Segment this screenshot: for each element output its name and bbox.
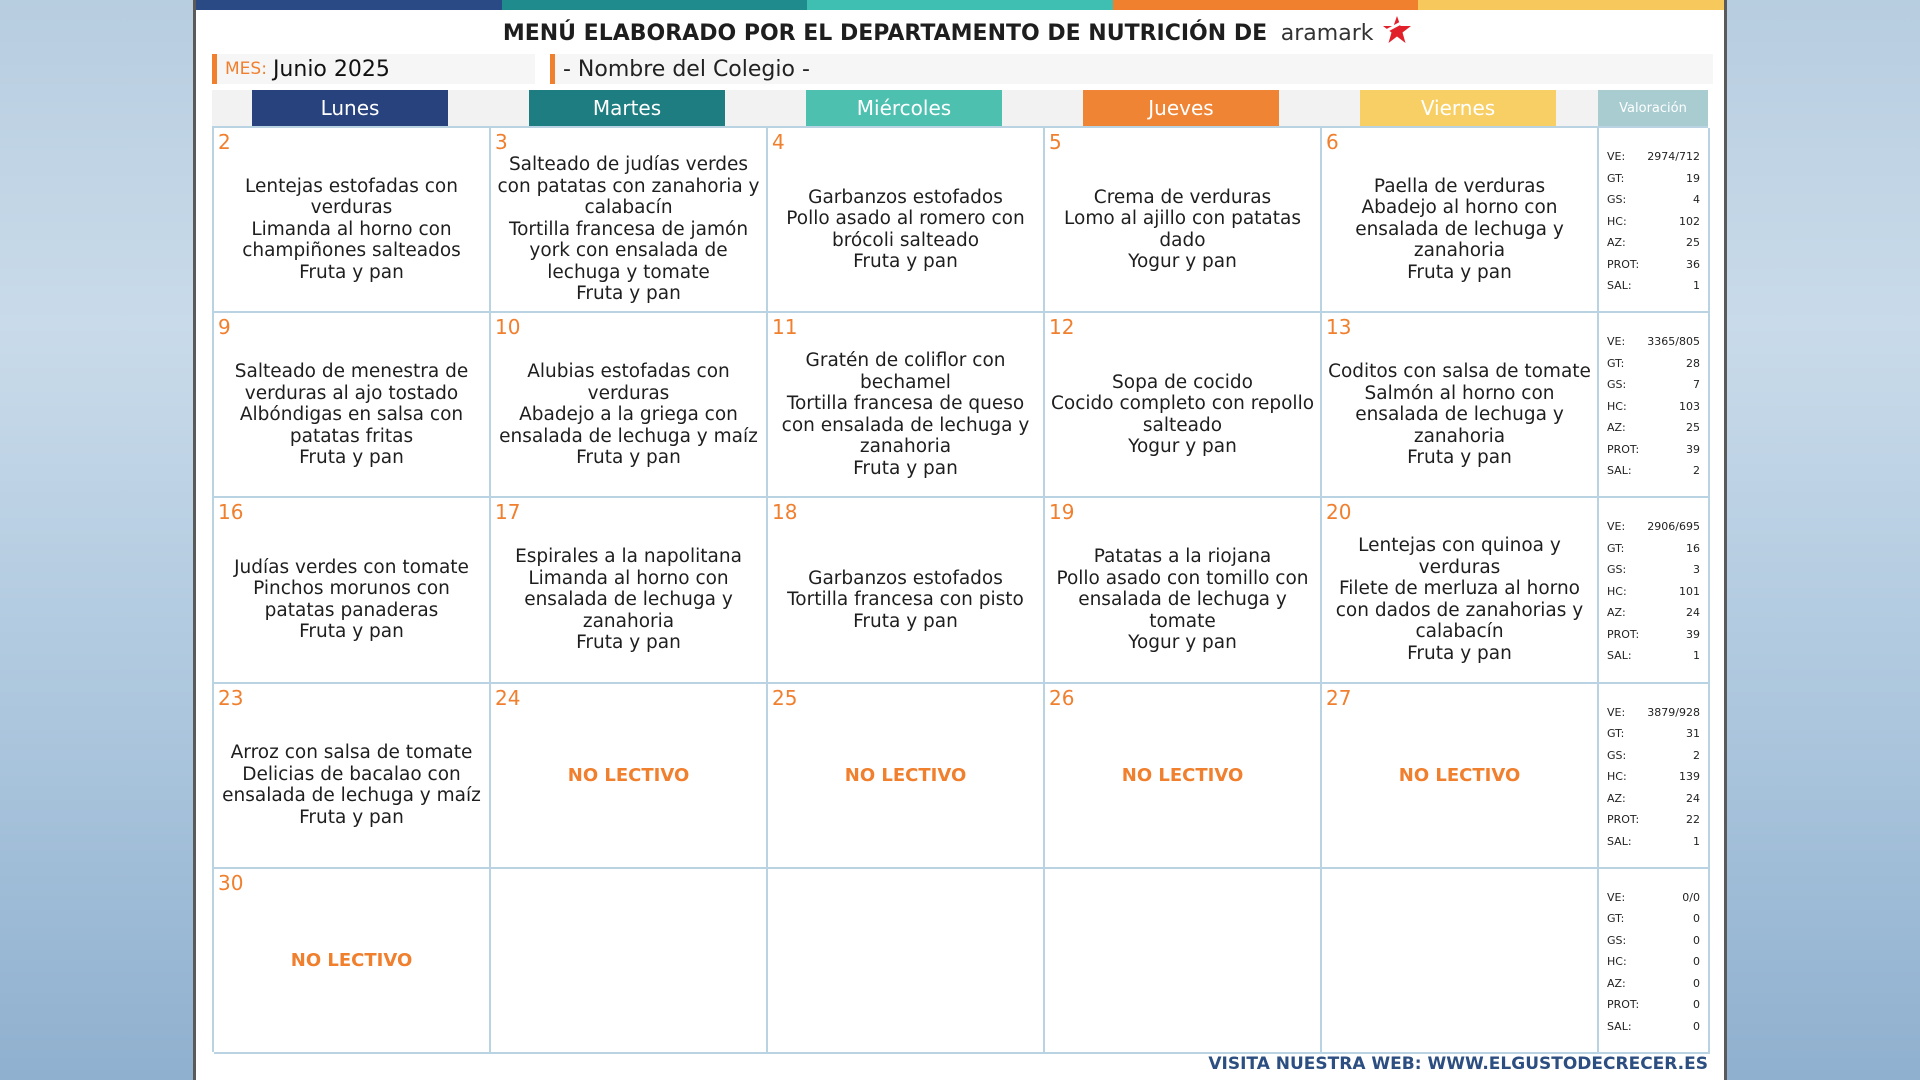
day-number: 25 bbox=[772, 685, 798, 710]
dish: Fruta y pan bbox=[299, 806, 404, 828]
nutrition-row bbox=[1607, 516, 1700, 538]
day-menu bbox=[1047, 337, 1318, 492]
color-bar-segment bbox=[807, 0, 1113, 10]
day-cell bbox=[768, 684, 1045, 869]
day-cell bbox=[1045, 684, 1322, 869]
nutrition-key: GS: bbox=[1607, 748, 1627, 762]
nutrition-key: VE: bbox=[1607, 705, 1626, 719]
nutrition-key: VE: bbox=[1607, 335, 1626, 349]
nutrition-value: 31 bbox=[1686, 727, 1700, 741]
no-lectivo-label: NO LECTIVO bbox=[1398, 764, 1521, 786]
day-number: 30 bbox=[218, 870, 244, 895]
nutrition-key: PROT: bbox=[1607, 627, 1640, 641]
nutrition-value: 0 bbox=[1693, 912, 1700, 926]
nutrition-value: 28 bbox=[1686, 356, 1700, 370]
day-number: 27 bbox=[1326, 685, 1352, 710]
nutrition-key: AZ: bbox=[1607, 421, 1626, 435]
day-menu bbox=[216, 337, 487, 492]
nutrition-value: 16 bbox=[1686, 541, 1700, 555]
nutrition-value: 39 bbox=[1686, 627, 1700, 641]
day-menu bbox=[216, 522, 487, 677]
dish: Limanda al horno con champiñones salteados bbox=[242, 218, 461, 262]
day-number: 10 bbox=[495, 315, 521, 340]
day-cell bbox=[491, 498, 768, 683]
dish: Judías verdes con tomate bbox=[234, 556, 469, 578]
dish: Garbanzos estofados bbox=[808, 567, 1003, 589]
nutrition-key: SAL: bbox=[1607, 464, 1632, 478]
dish: Patatas a la riojana bbox=[1093, 546, 1272, 568]
nutrition-value: 22 bbox=[1686, 813, 1700, 827]
title-text: MENÚ ELABORADO POR EL DEPARTAMENTO DE NUTRICIÓN DE bbox=[502, 21, 1268, 46]
nutrition-row bbox=[1607, 766, 1700, 788]
page-title bbox=[196, 14, 1724, 54]
nutrition-row bbox=[1607, 809, 1700, 831]
day-cell bbox=[491, 128, 768, 313]
day-cell bbox=[1045, 498, 1322, 683]
nutrition-summary bbox=[1599, 128, 1710, 313]
nutrition-value: 25 bbox=[1686, 421, 1700, 435]
nutrition-key: AZ: bbox=[1607, 791, 1626, 805]
nutrition-value: 3365/805 bbox=[1647, 335, 1700, 349]
day-number: 26 bbox=[1049, 685, 1075, 710]
weekday-header-lunes: Lunes bbox=[252, 90, 448, 126]
nutrition-row bbox=[1607, 211, 1700, 233]
nutrition-value: 0/0 bbox=[1682, 890, 1700, 904]
nutrition-row bbox=[1607, 581, 1700, 603]
valoracion-header: Valoración bbox=[1598, 90, 1708, 126]
nutrition-value: 2 bbox=[1693, 748, 1700, 762]
dish: Cocido completo con repollo salteado bbox=[1050, 393, 1315, 436]
day-menu bbox=[1324, 337, 1595, 492]
day-cell bbox=[1045, 869, 1322, 1054]
nutrition-row bbox=[1607, 723, 1700, 745]
nutrition-row bbox=[1607, 146, 1700, 168]
nutrition-row bbox=[1607, 439, 1700, 461]
nutrition-row bbox=[1607, 645, 1700, 667]
day-cell bbox=[214, 313, 491, 498]
day-cell bbox=[768, 128, 1045, 313]
nutrition-row bbox=[1607, 702, 1700, 724]
dish: Salmón al horno con ensalada de lechuga y zanahoria bbox=[1355, 382, 1564, 447]
nutrition-summary bbox=[1599, 869, 1710, 1054]
day-number: 24 bbox=[495, 685, 521, 710]
dish: Gratén de coliflor con bechamel bbox=[805, 350, 1006, 393]
nutrition-row bbox=[1607, 331, 1700, 353]
nutrition-key: GT: bbox=[1607, 912, 1625, 926]
nutrition-key: AZ: bbox=[1607, 976, 1626, 990]
nutrition-row bbox=[1607, 624, 1700, 646]
school-name: - Nombre del Colegio - bbox=[563, 56, 810, 82]
day-menu bbox=[216, 708, 487, 863]
dish: Fruta y pan bbox=[853, 251, 958, 273]
nutrition-row bbox=[1607, 538, 1700, 560]
nutrition-value: 3 bbox=[1693, 563, 1700, 577]
day-number: 19 bbox=[1049, 500, 1075, 525]
nutrition-key: GT: bbox=[1607, 356, 1625, 370]
day-menu bbox=[493, 522, 764, 677]
dish: Garbanzos estofados bbox=[808, 186, 1003, 208]
nutrition-summary bbox=[1599, 684, 1710, 869]
day-cell bbox=[1322, 128, 1599, 313]
nutrition-key: PROT: bbox=[1607, 813, 1640, 827]
nutrition-row bbox=[1607, 189, 1700, 211]
day-number: 9 bbox=[218, 315, 231, 340]
nutrition-key: PROT: bbox=[1607, 998, 1640, 1012]
nutrition-row bbox=[1607, 396, 1700, 418]
nutrition-row bbox=[1607, 460, 1700, 482]
day-cell bbox=[214, 684, 491, 869]
day-menu bbox=[1047, 152, 1318, 307]
day-menu bbox=[770, 152, 1041, 307]
nutrition-key: PROT: bbox=[1607, 257, 1640, 271]
nutrition-key: PROT: bbox=[1607, 442, 1640, 456]
month-value: Junio 2025 bbox=[272, 56, 390, 82]
nutrition-value: 2974/712 bbox=[1647, 150, 1700, 163]
nutrition-value: 24 bbox=[1686, 791, 1700, 805]
day-number: 4 bbox=[772, 130, 785, 154]
menu-page bbox=[196, 0, 1724, 1080]
day-number: 2 bbox=[218, 130, 231, 154]
nutrition-value: 39 bbox=[1686, 442, 1700, 456]
nutrition-key: SAL: bbox=[1607, 279, 1632, 292]
nutrition-row bbox=[1607, 417, 1700, 439]
dish: Lentejas con quinoa y verduras bbox=[1358, 535, 1561, 578]
color-bar bbox=[196, 0, 1724, 10]
dish: Lomo al ajillo con patatas dado bbox=[1064, 208, 1301, 251]
nutrition-value: 139 bbox=[1679, 770, 1700, 784]
dish: Limanda al horno con ensalada de lechuga y zanahoria bbox=[524, 567, 733, 632]
nutrition-key: HC: bbox=[1607, 584, 1627, 598]
dish: Coditos con salsa de tomate bbox=[1328, 361, 1591, 383]
day-number: 23 bbox=[218, 685, 244, 710]
nutrition-key: AZ: bbox=[1607, 236, 1626, 249]
day-menu bbox=[1324, 522, 1595, 677]
dish: Yogur y pan bbox=[1128, 251, 1237, 273]
day-number: 3 bbox=[495, 130, 508, 154]
nutrition-value: 2 bbox=[1693, 464, 1700, 478]
nutrition-value: 0 bbox=[1693, 1019, 1700, 1033]
dish: Albóndigas en salsa con patatas fritas bbox=[239, 404, 464, 447]
day-cell bbox=[768, 498, 1045, 683]
nutrition-key: GT: bbox=[1607, 727, 1625, 741]
nutrition-value: 0 bbox=[1693, 976, 1700, 990]
menu-calendar-grid bbox=[212, 126, 1708, 1052]
nutrition-key: GT: bbox=[1607, 541, 1625, 555]
nutrition-value: 24 bbox=[1686, 606, 1700, 620]
dish: Lentejas estofadas con verduras bbox=[245, 175, 458, 219]
nutrition-key: GT: bbox=[1607, 171, 1625, 185]
day-cell bbox=[1322, 498, 1599, 683]
nutrition-value: 36 bbox=[1686, 257, 1700, 271]
nutrition-key: VE: bbox=[1607, 520, 1626, 534]
month-field bbox=[212, 54, 535, 84]
day-cell bbox=[214, 869, 491, 1054]
nutrition-key: SAL: bbox=[1607, 1019, 1632, 1033]
dish: Delicias de bacalao con ensalada de lechuga y maíz bbox=[222, 763, 481, 807]
nutrition-value: 102 bbox=[1679, 214, 1700, 228]
no-lectivo-label: NO LECTIVO bbox=[290, 949, 413, 971]
day-menu bbox=[1047, 522, 1318, 677]
nutrition-value: 0 bbox=[1693, 933, 1700, 947]
dish: Fruta y pan bbox=[1407, 261, 1512, 283]
nutrition-value: 19 bbox=[1686, 171, 1700, 185]
nutrition-value: 4 bbox=[1693, 193, 1700, 206]
nutrition-value: 101 bbox=[1679, 584, 1700, 598]
nutrition-row bbox=[1607, 745, 1700, 767]
day-cell bbox=[1045, 128, 1322, 313]
color-bar-segment bbox=[1418, 0, 1724, 10]
nutrition-row bbox=[1607, 168, 1700, 190]
day-menu bbox=[493, 152, 764, 307]
nutrition-key: GS: bbox=[1607, 563, 1627, 577]
nutrition-key: HC: bbox=[1607, 399, 1627, 413]
dish: Filete de merluza al horno con dados de zanahorias y calabacín bbox=[1335, 578, 1584, 643]
brand-name: aramark bbox=[1280, 21, 1374, 46]
nutrition-key: HC: bbox=[1607, 955, 1627, 969]
nutrition-summary bbox=[1599, 498, 1710, 683]
nutrition-row bbox=[1607, 559, 1700, 581]
day-cell bbox=[491, 684, 768, 869]
weekday-header-jueves: Jueves bbox=[1083, 90, 1279, 126]
nutrition-value: 2906/695 bbox=[1647, 520, 1700, 534]
day-cell bbox=[1045, 313, 1322, 498]
dish: Pollo asado con tomillo con ensalada de lechuga y tomate bbox=[1056, 567, 1309, 632]
nutrition-key: SAL: bbox=[1607, 834, 1632, 848]
dish: Crema de verduras bbox=[1093, 186, 1272, 208]
nutrition-key: GS: bbox=[1607, 378, 1627, 392]
nutrition-key: VE: bbox=[1607, 150, 1626, 163]
dish: Abadejo al horno con ensalada de lechuga y zanahoria bbox=[1355, 197, 1564, 262]
dish: Pollo asado al romero con brócoli salteado bbox=[786, 208, 1025, 251]
nutrition-value: 3879/928 bbox=[1647, 705, 1700, 719]
day-menu bbox=[1324, 152, 1595, 307]
nutrition-value: 25 bbox=[1686, 236, 1700, 249]
color-bar-segment bbox=[502, 0, 808, 10]
dish: Abadejo a la griega con ensalada de lechuga y maíz bbox=[499, 404, 758, 447]
dish: Fruta y pan bbox=[1407, 447, 1512, 469]
day-cell bbox=[214, 498, 491, 683]
nutrition-row bbox=[1607, 930, 1700, 952]
day-cell bbox=[1322, 313, 1599, 498]
day-number: 17 bbox=[495, 500, 521, 525]
dish: Fruta y pan bbox=[299, 447, 404, 469]
nutrition-key: GS: bbox=[1607, 193, 1627, 206]
nutrition-key: HC: bbox=[1607, 770, 1627, 784]
school-field bbox=[550, 54, 1713, 84]
dish: Salteado de judías verdes con patatas con zanahoria y calabacín bbox=[497, 154, 760, 219]
dish: Yogur y pan bbox=[1128, 632, 1237, 654]
month-label: MES: bbox=[225, 59, 267, 79]
website-footer[interactable]: VISITA NUESTRA WEB: WWW.ELGUSTODECRECER.ES bbox=[1208, 1054, 1708, 1074]
nutrition-row bbox=[1607, 951, 1700, 973]
day-number: 16 bbox=[218, 500, 244, 525]
color-bar-segment bbox=[1113, 0, 1419, 10]
nutrition-value: 0 bbox=[1693, 998, 1700, 1012]
day-menu bbox=[770, 337, 1041, 492]
nutrition-value: 1 bbox=[1693, 279, 1700, 292]
dish: Tortilla francesa de queso con ensalada de lechuga y zanahoria bbox=[781, 393, 1030, 458]
nutrition-row bbox=[1607, 254, 1700, 276]
aramark-star-icon bbox=[1377, 14, 1417, 54]
nutrition-value: 1 bbox=[1693, 834, 1700, 848]
nutrition-value: 103 bbox=[1679, 399, 1700, 413]
day-number: 11 bbox=[772, 315, 798, 340]
nutrition-key: GS: bbox=[1607, 933, 1627, 947]
nutrition-row bbox=[1607, 275, 1700, 297]
nutrition-row bbox=[1607, 973, 1700, 995]
day-number: 13 bbox=[1326, 315, 1352, 340]
day-number: 18 bbox=[772, 500, 798, 525]
nutrition-row bbox=[1607, 994, 1700, 1016]
no-lectivo-label: NO LECTIVO bbox=[844, 764, 967, 786]
dish: Fruta y pan bbox=[853, 457, 958, 479]
nutrition-value: 7 bbox=[1693, 378, 1700, 392]
weekday-header-miercoles: Miércoles bbox=[806, 90, 1002, 126]
dish: Tortilla francesa con pisto bbox=[787, 589, 1024, 611]
nutrition-row bbox=[1607, 374, 1700, 396]
day-menu bbox=[493, 337, 764, 492]
dish: Fruta y pan bbox=[299, 621, 404, 643]
nutrition-row bbox=[1607, 232, 1700, 254]
nutrition-row bbox=[1607, 788, 1700, 810]
dish: Yogur y pan bbox=[1128, 436, 1237, 458]
nutrition-row bbox=[1607, 908, 1700, 930]
day-number: 12 bbox=[1049, 315, 1075, 340]
nutrition-key: VE: bbox=[1607, 890, 1626, 904]
nutrition-key: HC: bbox=[1607, 214, 1627, 228]
dish: Sopa de cocido bbox=[1112, 371, 1253, 393]
nutrition-key: AZ: bbox=[1607, 606, 1626, 620]
day-cell bbox=[768, 869, 1045, 1054]
no-lectivo-label: NO LECTIVO bbox=[567, 764, 690, 786]
day-number: 5 bbox=[1049, 130, 1062, 154]
nutrition-row bbox=[1607, 887, 1700, 909]
day-cell bbox=[768, 313, 1045, 498]
dish: Arroz con salsa de tomate bbox=[230, 742, 473, 764]
day-menu bbox=[216, 152, 487, 307]
dish: Fruta y pan bbox=[576, 447, 681, 469]
nutrition-summary bbox=[1599, 313, 1710, 498]
dish: Fruta y pan bbox=[576, 283, 681, 305]
no-lectivo-label: NO LECTIVO bbox=[1121, 764, 1244, 786]
dish: Fruta y pan bbox=[853, 610, 958, 632]
dish: Fruta y pan bbox=[1407, 642, 1512, 664]
dish: Tortilla francesa de jamón york con ensalada de lechuga y tomate bbox=[508, 218, 749, 283]
day-number: 20 bbox=[1326, 500, 1352, 525]
dish: Salteado de menestra de verduras al ajo tostado bbox=[234, 361, 469, 404]
nutrition-row bbox=[1607, 1016, 1700, 1038]
color-bar-segment bbox=[196, 0, 502, 10]
nutrition-key: SAL: bbox=[1607, 649, 1632, 663]
weekday-header-row bbox=[212, 90, 1708, 126]
day-menu bbox=[770, 522, 1041, 677]
dish: Paella de verduras bbox=[1373, 175, 1546, 197]
nutrition-row bbox=[1607, 353, 1700, 375]
day-cell bbox=[1322, 869, 1599, 1054]
dish: Pinchos morunos con patatas panaderas bbox=[253, 578, 450, 621]
weekday-header-viernes: Viernes bbox=[1360, 90, 1556, 126]
dish: Espirales a la napolitana bbox=[515, 546, 742, 568]
day-cell bbox=[491, 313, 768, 498]
dish: Alubias estofadas con verduras bbox=[527, 361, 730, 404]
day-cell bbox=[214, 128, 491, 313]
nutrition-row bbox=[1607, 831, 1700, 853]
nutrition-value: 1 bbox=[1693, 649, 1700, 663]
day-number: 6 bbox=[1326, 130, 1339, 154]
nutrition-value: 0 bbox=[1693, 955, 1700, 969]
dish: Fruta y pan bbox=[576, 632, 681, 654]
day-cell bbox=[491, 869, 768, 1054]
dish: Fruta y pan bbox=[299, 261, 404, 283]
nutrition-row bbox=[1607, 602, 1700, 624]
weekday-header-martes: Martes bbox=[529, 90, 725, 126]
day-cell bbox=[1322, 684, 1599, 869]
